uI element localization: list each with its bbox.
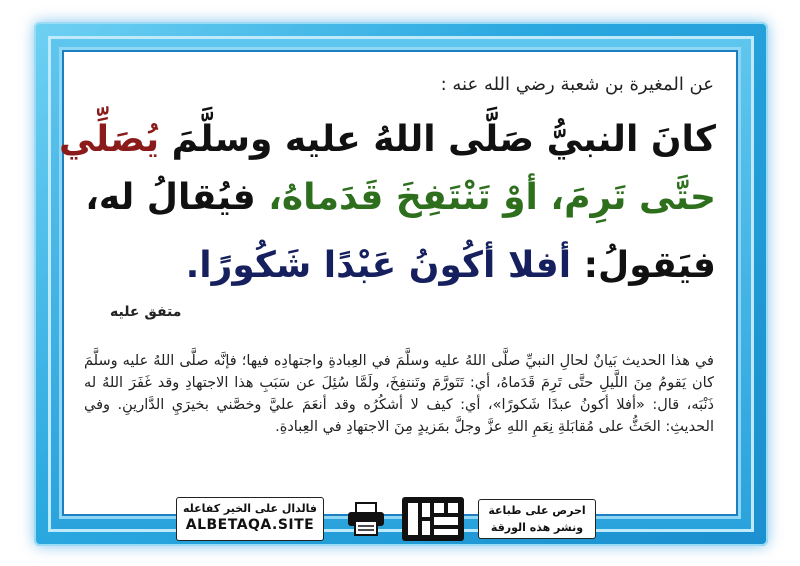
albetaqa-logo-icon bbox=[402, 497, 464, 541]
hadith-line-2-a: حتَّى تَرِمَ، أوْ تَنْتَفِخَ قَدَماهُ، bbox=[268, 177, 716, 218]
hadith-line-2-b: فيُقالُ له، bbox=[85, 177, 269, 218]
hadith-line-3-b: أفلا أكُونُ عَبْدًا شَكُورًا. bbox=[185, 245, 584, 286]
footer-website-box bbox=[176, 497, 324, 541]
narrator-line: عن المغيرة بن شعبة رضي الله عنه : bbox=[440, 74, 714, 95]
footer bbox=[176, 497, 596, 543]
hadith-line-2 bbox=[76, 177, 716, 218]
hadith-line-1-b: يُصَلِّي bbox=[59, 119, 172, 160]
explanation-paragraph: في هذا الحديث بَيانٌ لحالِ النبيِّ صلَّى اللهُ عليه وسلَّمَ في العِبادةِ واجتهادِه فيها؛ فإنَّه صلَّى اللهُ عليه وسلَّمَ كان يَقومُ مِنَ اللَّيلِ حتَّى تَرِمَ قَدَماهُ، أي: تَتَورَّمَ وتَنتفِخَ، ولَمَّا سُئِلَ عن سَبَبِ هذا الاجتهادِ وقد غَفَرَ اللهُ له ذَنْبَه، قال: «أفلا أكونُ عبدًا شَكورًا»، أي: كيف لا أشكُرُه وقد أنعَمَ عليَّ وخصَّني بخيرَيِ الدَّارينِ. وفي الحديثِ: الحَثُّ على مُقابَلةِ نِعَمِ اللهِ عزَّ وجلَّ بمَزيدٍ مِنَ الاجتهادِ في العِبادةِ. bbox=[84, 353, 714, 435]
footer-slogan: فالدال على الخير كفاعله bbox=[182, 502, 318, 515]
footer-print-note bbox=[478, 499, 596, 539]
print-note-line-1: احرص على طباعة bbox=[488, 504, 586, 517]
source-label: متفق عليه bbox=[110, 304, 182, 320]
print-note-line-2: ونشر هذه الورقة bbox=[490, 521, 584, 534]
printer-icon bbox=[346, 501, 386, 537]
footer-website: ALBETAQA.SITE bbox=[185, 517, 315, 533]
hadith-line-1-a: كانَ النبيُّ صَلَّى اللهُ عليه وسلَّمَ bbox=[171, 119, 716, 160]
hadith-line-3 bbox=[76, 245, 716, 286]
hadith-line-3-a: فيَقولُ: bbox=[583, 245, 716, 286]
hadith-line-1 bbox=[59, 119, 716, 160]
